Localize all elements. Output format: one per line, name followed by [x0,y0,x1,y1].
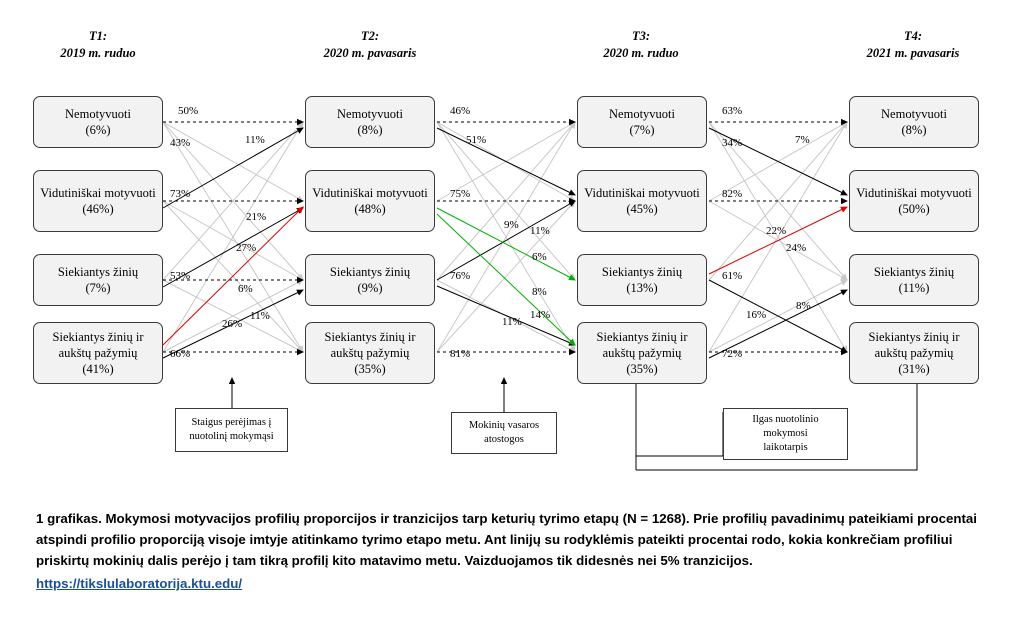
node-t1-siekiantys-ziniu[interactable] [33,254,163,306]
node-label: Nemotyvuoti [337,107,403,121]
edge-label-e21: 11% [502,316,522,328]
node-t2-nemotyvuoti[interactable] [305,96,435,148]
node-t4-vidutiniskai[interactable] [849,170,979,232]
edge-label-e2: 11% [245,134,265,146]
edge-label-e28: 24% [786,242,807,254]
edge-label-e10: 26% [222,318,243,330]
edge-label-e29: 61% [722,270,743,282]
edge-label-e12: 46% [450,105,471,117]
node-label: Siekiantys žinių ir aukštų pažymių [52,330,144,360]
column-subtitle: 2020 m. pavasaris [323,46,417,60]
node-percent: (8%) [357,123,383,137]
node-label: Nemotyvuoti [881,107,947,121]
node-label: Siekiantys žinių ir aukštų pažymių [868,330,960,360]
node-percent: (13%) [626,281,658,295]
node-t4-nemotyvuoti[interactable] [849,96,979,148]
edge-label-e15: 9% [504,219,519,231]
node-label: Siekiantys žinių ir aukštų pažymių [596,330,688,360]
edge-label-e9: 11% [250,310,270,322]
edge-label-e25: 34% [722,137,743,149]
node-t2-siekiantys-ziniu-ir-auksti[interactable] [305,322,435,384]
node-t3-siekiantys-ziniu[interactable] [577,254,707,306]
edge-label-e5: 21% [246,211,267,223]
caption-link[interactable]: https://tikslulaboratorija.ktu.edu/ [36,576,243,591]
node-percent: (50%) [898,202,930,216]
node-t1-nemotyvuoti[interactable] [33,96,163,148]
node-percent: (7%) [629,123,655,137]
node-t2-vidutiniskai[interactable] [305,170,435,232]
annotation-ilgas-nuotolinio [723,408,848,460]
annotation-line: Staigus perėjimas į [191,417,272,428]
node-label: Siekiantys žinių [873,265,955,279]
edge-label-e1: 50% [178,105,199,117]
edge-label-e26: 82% [722,188,743,200]
column-title: T3: [631,29,651,43]
edge-label-e27: 22% [766,225,787,237]
node-percent: (31%) [898,362,930,376]
node-percent: (35%) [626,362,658,376]
edge-label-e14: 75% [450,188,471,200]
edge-label-e3: 43% [170,137,191,149]
annotation-line: laikotarpis [763,442,808,453]
node-percent: (9%) [357,281,383,295]
node-percent: (7%) [85,281,111,295]
node-t3-siekiantys-ziniu-ir-auksti[interactable] [577,322,707,384]
edge-label-e7: 53% [170,270,191,282]
annotation-line: Ilgas nuotolinio [752,414,819,425]
column-subtitle: 2019 m. ruduo [60,46,136,60]
annotation-line: atostogos [484,434,524,445]
node-t4-siekiantys-ziniu[interactable] [849,254,979,306]
node-label: Vidutiniškai motyvuoti [40,186,156,200]
edge-label-e23: 63% [722,105,743,117]
node-label: Vidutiniškai motyvuoti [856,186,972,200]
node-label: Siekiantys žinių [329,265,411,279]
node-label: Vidutiniškai motyvuoti [312,186,428,200]
edge-label-e22: 81% [450,348,471,360]
node-t3-vidutiniskai[interactable] [577,170,707,232]
column-title: T2: [360,29,380,43]
node-t3-nemotyvuoti[interactable] [577,96,707,148]
edge-label-e20: 14% [530,309,551,321]
column-subtitle: 2021 m. pavasaris [866,46,960,60]
caption-text: 1 grafikas. Mokymosi motyvacijos profilių proporcijos ir tranzicijos tarp keturių tyrimo etapų (N = 1268). Prie profilių pavadinimų pateikiami procentai atspindi profilio proporciją visoje imtyje atitinkamo tyrimo etapo metu. Ant linijų su rodyklėmis pateikti procentai rodo, kokia konkrečiam profiliui priskirtų mokinių dalis perėjo į tam tikrą profilį kito matavimo metu. Vaizduojamos tik didesnės nei 5% tranzicijos. [36,511,977,568]
annotation-line: nuotolinį mokymąsi [189,431,274,442]
column-title: T1: [88,29,108,43]
edge-label-e19: 8% [532,286,547,298]
node-label: Nemotyvuoti [609,107,675,121]
node-percent: (11%) [898,281,930,295]
node-percent: (46%) [82,202,114,216]
node-label: Vidutiniškai motyvuoti [584,186,700,200]
annotation-vasaros-atostogos [451,412,557,454]
column-subtitle: 2020 m. ruduo [603,46,679,60]
node-t2-siekiantys-ziniu[interactable] [305,254,435,306]
node-label: Nemotyvuoti [65,107,131,121]
edge-label-e24: 7% [795,134,810,146]
node-t1-siekiantys-ziniu-ir-auksti[interactable] [33,322,163,384]
node-t1-vidutiniskai[interactable] [33,170,163,232]
edge-label-e11: 66% [170,348,191,360]
node-percent: (41%) [82,362,114,376]
edge-label-e17: 6% [532,251,547,263]
node-percent: (8%) [901,123,927,137]
node-label: Siekiantys žinių ir aukštų pažymių [324,330,416,360]
edge-label-e31: 16% [746,309,767,321]
node-percent: (45%) [626,202,658,216]
column-title: T4: [903,29,923,43]
annotation-staigus-perejimas [175,408,288,452]
edge-label-e18: 76% [450,270,471,282]
edge-label-e30: 8% [796,300,811,312]
node-percent: (48%) [354,202,386,216]
edge-label-e8: 6% [238,283,253,295]
node-label: Siekiantys žinių [57,265,139,279]
edge-label-e13: 51% [466,134,487,146]
annotation-line: mokymosi [763,428,808,439]
node-label: Siekiantys žinių [601,265,683,279]
figure-caption [36,508,991,594]
edge-label-e4: 73% [170,188,191,200]
edge-label-e16: 11% [530,225,550,237]
node-percent: (35%) [354,362,386,376]
edge-label-e32: 72% [722,348,743,360]
edge-label-e6: 27% [236,242,257,254]
node-t4-siekiantys-ziniu-ir-auksti[interactable] [849,322,979,384]
node-percent: (6%) [85,123,111,137]
annotation-line: Mokinių vasaros [468,420,540,431]
